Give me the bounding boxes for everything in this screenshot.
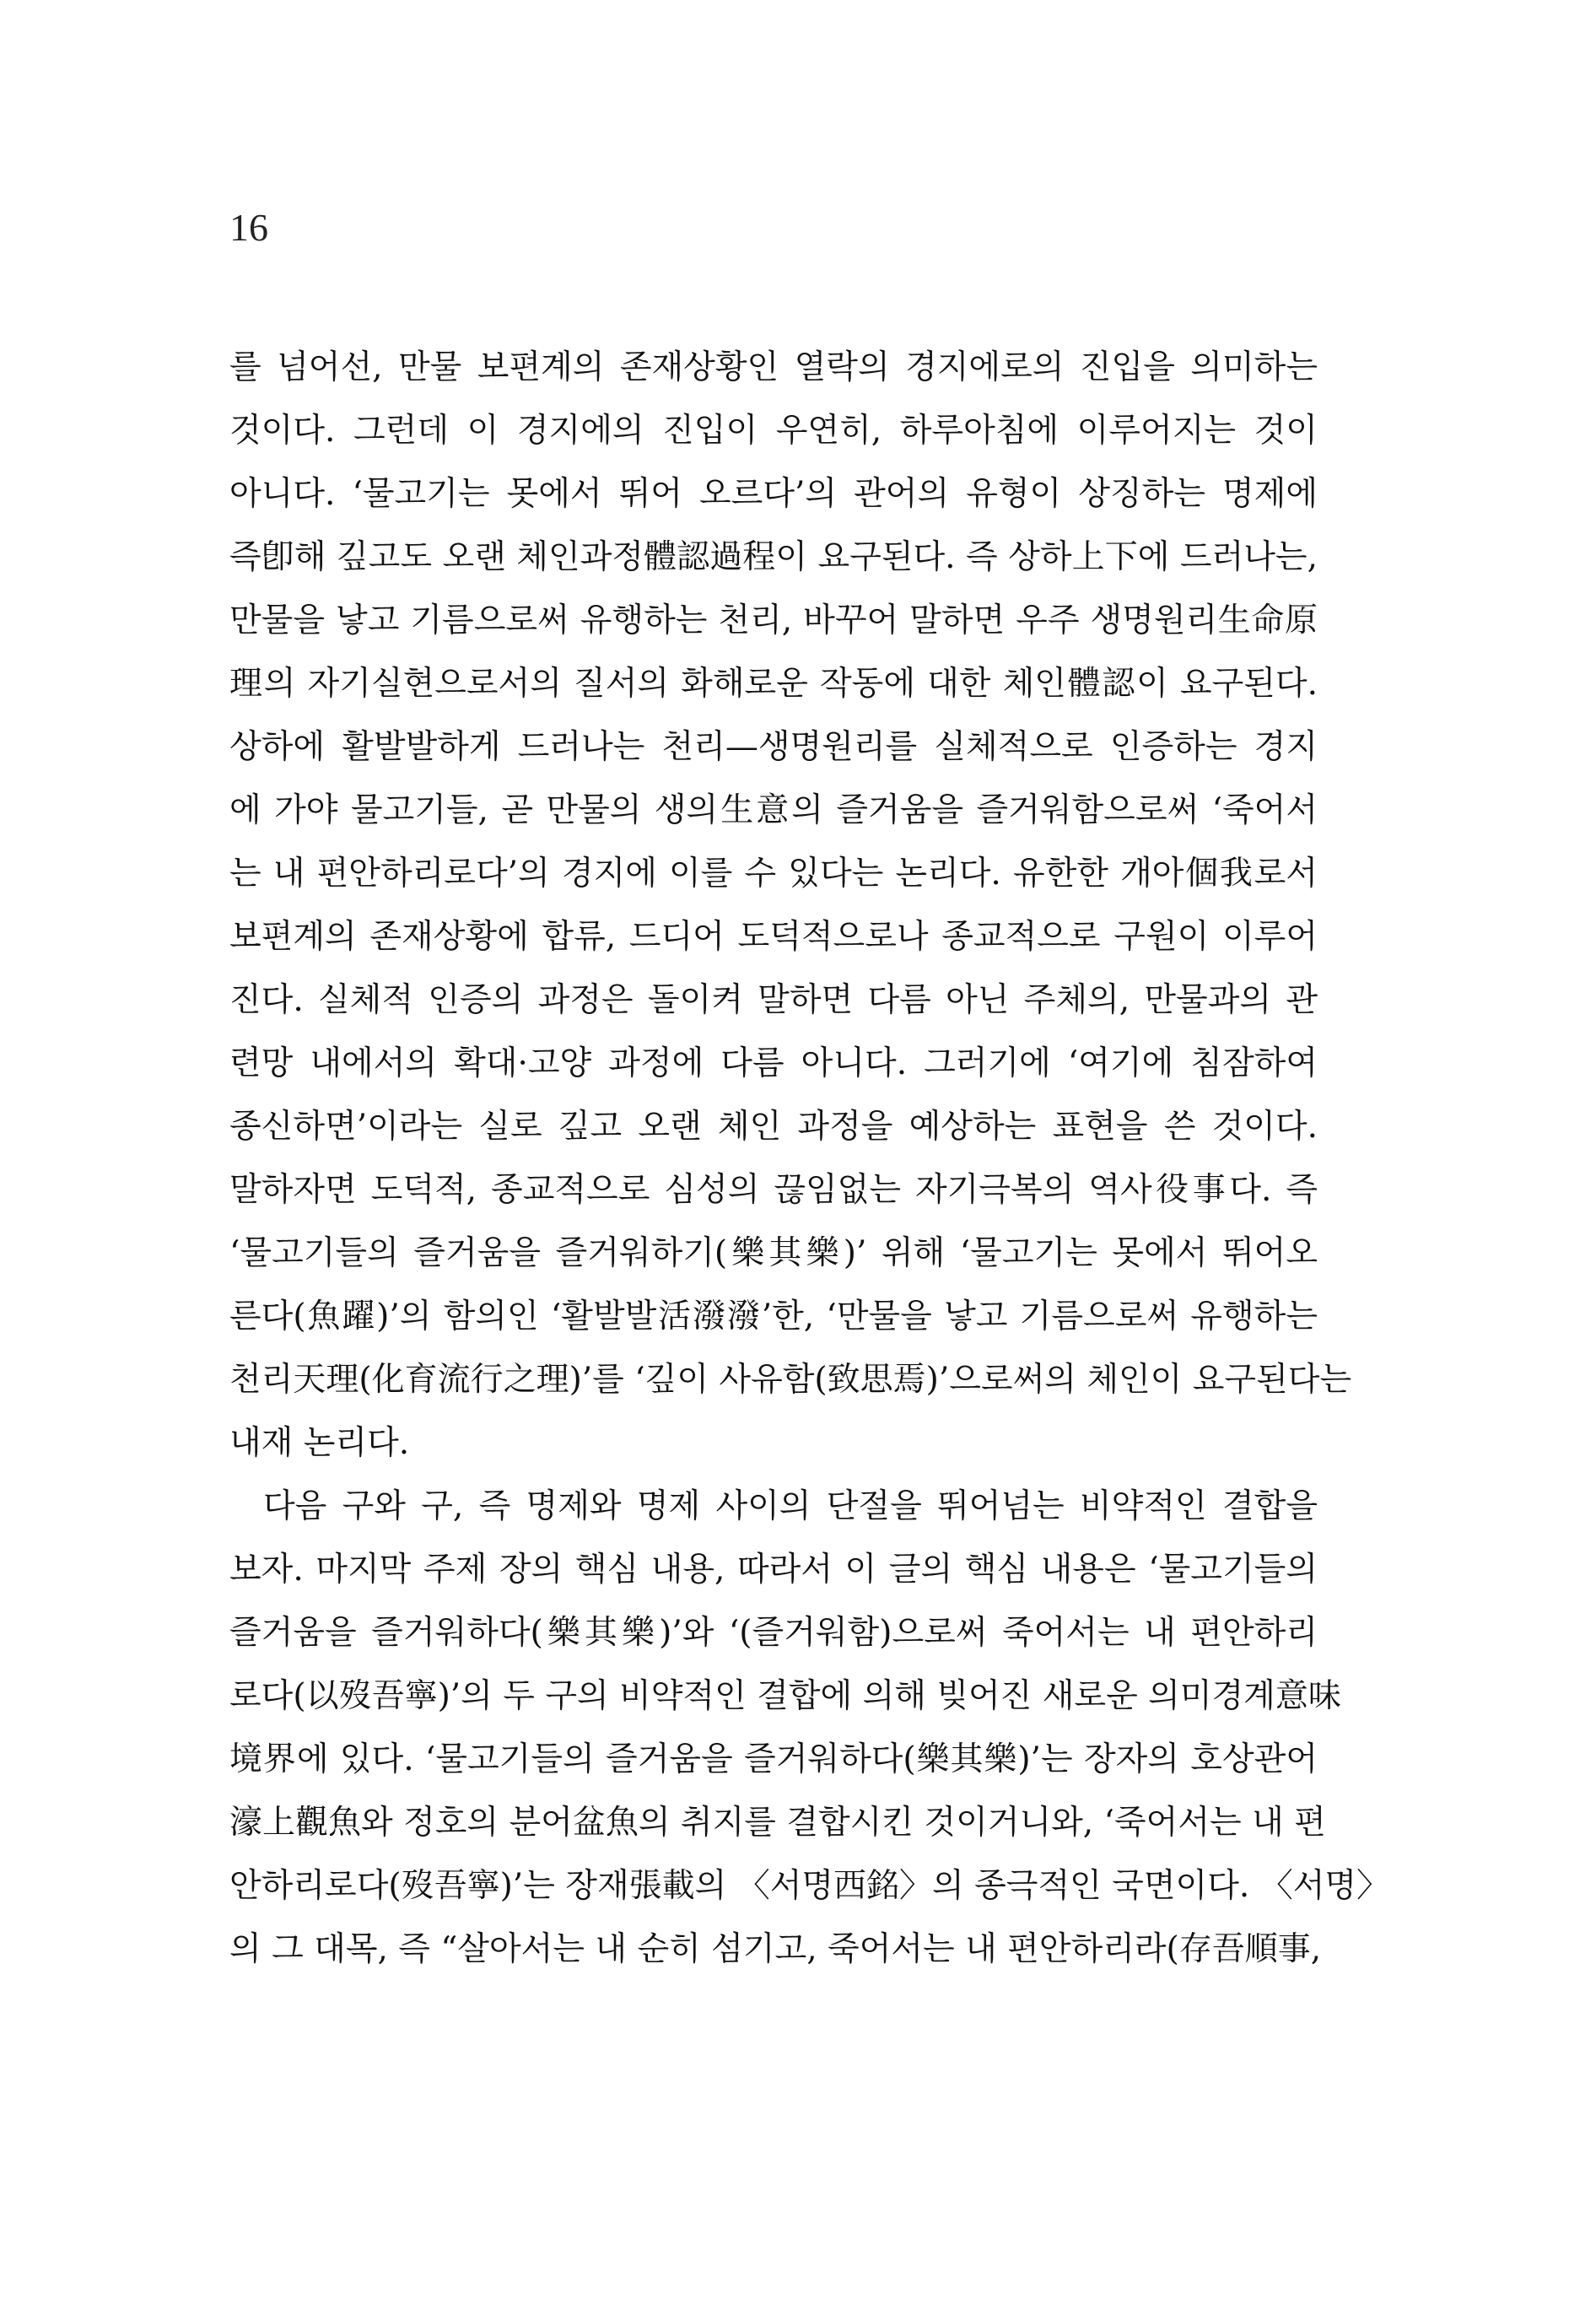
text-line: 내재 논리다. bbox=[229, 1424, 410, 1462]
text-line: 천리天理(化育流行之理)’를 ‘깊이 사유함(致思焉)’으로써의 체인이 요구된다는 bbox=[229, 1361, 1352, 1399]
text-line: 즐거움을 즐거워하다(樂其樂)’와 ‘(즐거워함)으로써 죽어서는 내 편안하리 bbox=[229, 1614, 1318, 1652]
text-line: 를 넘어선, 만물 보편계의 존재상황인 열락의 경지에로의 진입을 의미하는 bbox=[229, 348, 1318, 386]
text-line: 즉卽해 깊고도 오랜 체인과정體認過程이 요구된다. 즉 상하上下에 드러나는, bbox=[229, 538, 1318, 576]
text-line: 로다(以歿吾寧)’의 두 구의 비약적인 결합에 의해 빚어진 새로운 의미경계意味 bbox=[229, 1677, 1341, 1715]
text-line: 理의 자기실현으로서의 질서의 화해로운 작동에 대한 체인體認이 요구된다. bbox=[229, 665, 1318, 703]
text-line: 보자. 마지막 주제 장의 핵심 내용, 따라서 이 글의 핵심 내용은 ‘물고기들의 bbox=[229, 1551, 1318, 1589]
text-line: ‘물고기들의 즐거움을 즐거워하기(樂其樂)’ 위해 ‘물고기는 못에서 뛰어오 bbox=[229, 1234, 1318, 1272]
text-line: 것이다. 그런데 이 경지에의 진입이 우연히, 하루아침에 이루어지는 것이 bbox=[229, 412, 1318, 450]
text-line: 만물을 낳고 기름으로써 유행하는 천리, 바꾸어 말하면 우주 생명원리生命原 bbox=[229, 602, 1318, 639]
text-line: 다음 구와 구, 즉 명제와 명제 사이의 단절을 뛰어넘는 비약적인 결합을 bbox=[263, 1487, 1318, 1525]
text-line: 의 그 대목, 즉 “살아서는 내 순히 섬기고, 죽어서는 내 편안하리라(存吾順事, bbox=[229, 1930, 1322, 1968]
text-line: 는 내 편안하리로다’의 경지에 이를 수 있다는 논리다. 유한한 개아個我로서 bbox=[229, 855, 1318, 893]
text-line: 에 가야 물고기들, 곧 만물의 생의生意의 즐거움을 즐거워함으로써 ‘죽어서 bbox=[229, 791, 1318, 829]
text-line: 안하리로다(歿吾寧)’는 장재張載의 〈서명西銘〉의 종극적인 국면이다. 〈서명〉 bbox=[229, 1867, 1390, 1905]
text-line: 련망 내에서의 확대·고양 과정에 다름 아니다. 그러기에 ‘여기에 침잠하여 bbox=[229, 1044, 1318, 1082]
text-line: 보편계의 존재상황에 합류, 드디어 도덕적으로나 종교적으로 구원이 이루어 bbox=[229, 918, 1318, 956]
text-line: 말하자면 도덕적, 종교적으로 심성의 끊임없는 자기극복의 역사役事다. 즉 bbox=[229, 1171, 1318, 1209]
page-number: 16 bbox=[229, 206, 268, 249]
text-line: 아니다. ‘물고기는 못에서 뛰어 오르다’의 관어의 유형이 상징하는 명제에 bbox=[229, 475, 1318, 513]
text-line: 종신하면’이라는 실로 깊고 오랜 체인 과정을 예상하는 표현을 쓴 것이다. bbox=[229, 1108, 1318, 1146]
text-line: 진다. 실체적 인증의 과정은 돌이켜 말하면 다름 아닌 주체의, 만물과의 관 bbox=[229, 981, 1318, 1019]
text-line: 상하에 활발발하게 드러나는 천리—생명원리를 실체적으로 인증하는 경지 bbox=[229, 728, 1318, 766]
text-line: 른다(魚躍)’의 함의인 ‘활발발活潑潑’한, ‘만물을 낳고 기름으로써 유행하는 bbox=[229, 1298, 1318, 1335]
text-line: 濠上觀魚와 정호의 분어盆魚의 취지를 결합시킨 것이거니와, ‘죽어서는 내 편 bbox=[229, 1804, 1326, 1842]
body-text bbox=[229, 336, 1390, 1981]
text-line: 境界에 있다. ‘물고기들의 즐거움을 즐거워하다(樂其樂)’는 장자의 호상관어 bbox=[229, 1740, 1318, 1778]
